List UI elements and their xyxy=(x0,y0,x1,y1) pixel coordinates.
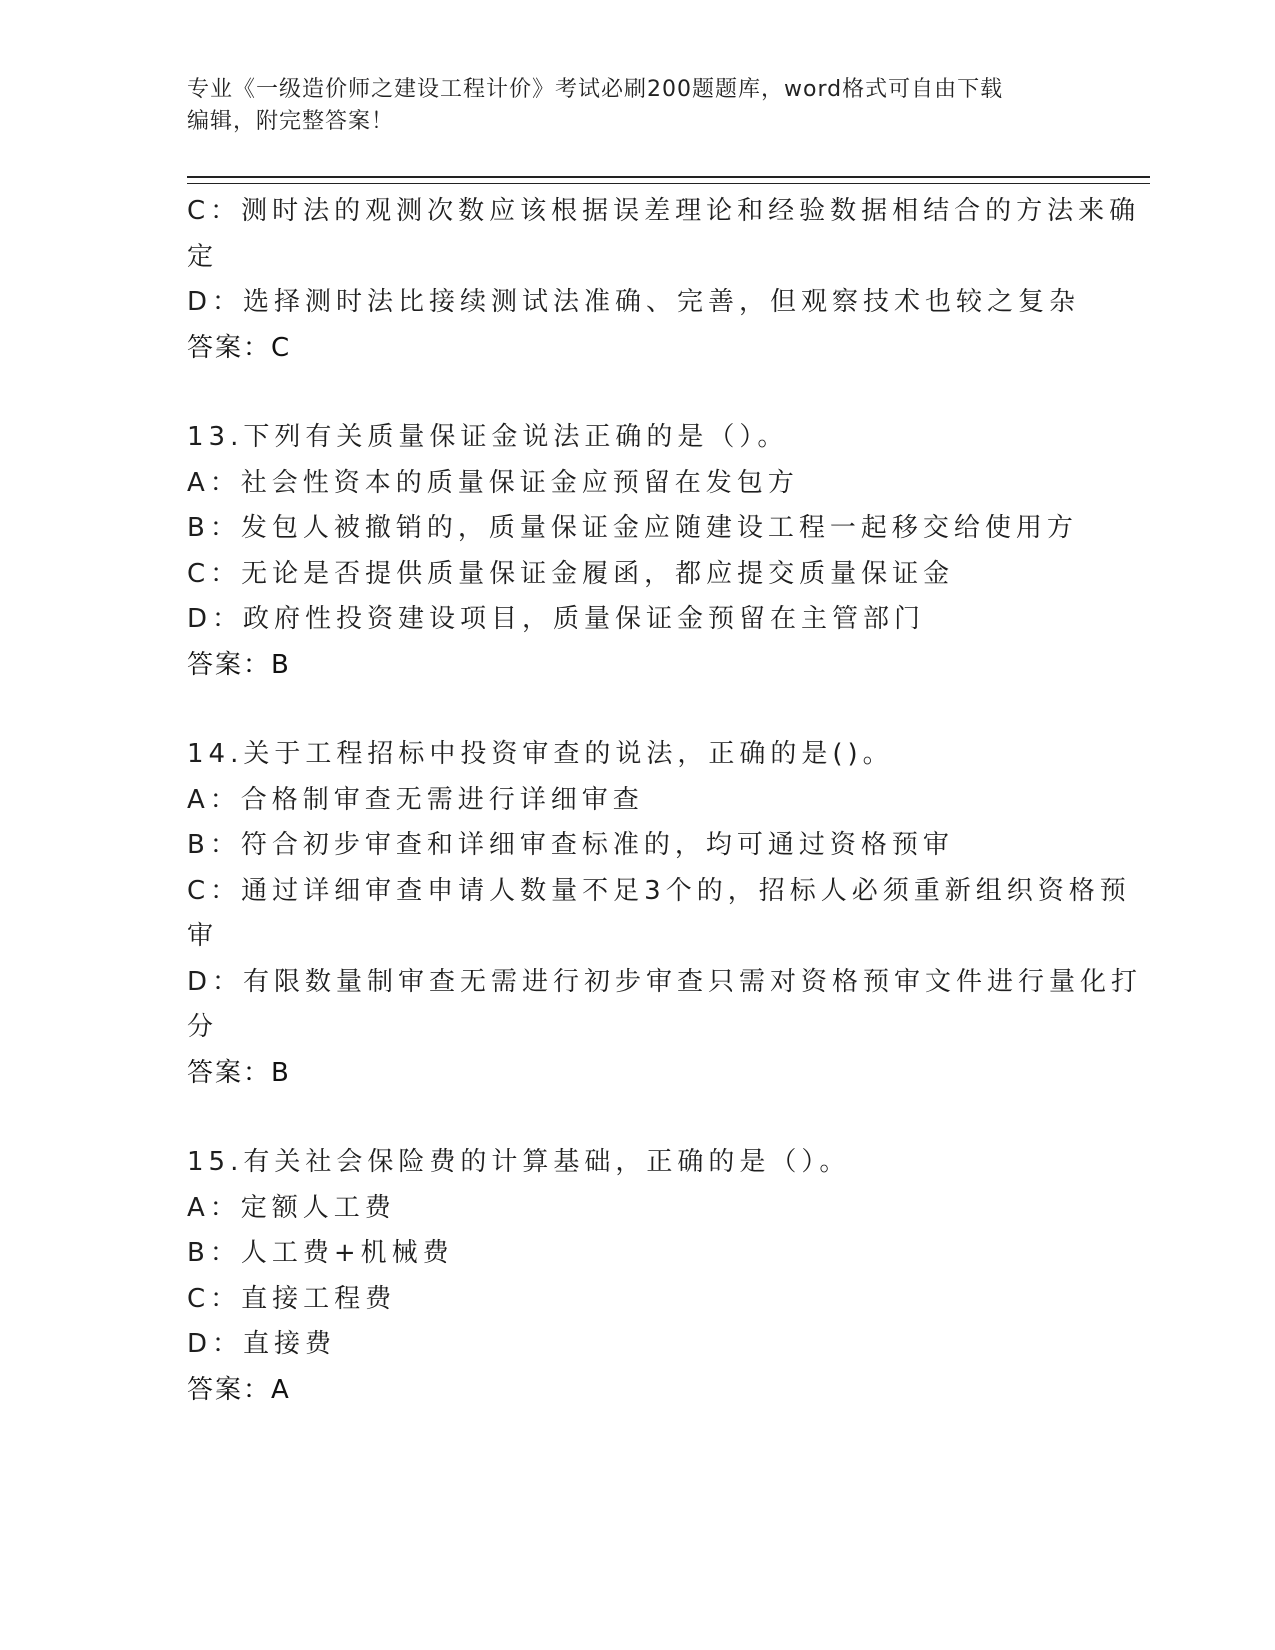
option-d-line-1: D：有限数量制审查无需进行初步审查只需对资格预审文件进行量化打 xyxy=(187,966,1143,997)
option-b: B：人工费+机械费 xyxy=(187,1238,454,1268)
option-c-line-2: 定 xyxy=(187,241,219,272)
answer: 答案：A xyxy=(187,1374,291,1405)
header-line-2: 编辑，附完整答案！ xyxy=(187,109,395,134)
option-d: D：政府性投资建设项目，质量保证金预留在主管部门 xyxy=(187,604,926,634)
option-c-line-2: 审 xyxy=(187,921,219,951)
question-14 xyxy=(187,732,1143,1096)
option-a: A：定额人工费 xyxy=(187,1192,396,1223)
option-b: B：发包人被撤销的，质量保证金应随建设工程一起移交给使用方 xyxy=(187,513,1078,543)
answer: 答案：C xyxy=(187,332,292,363)
question-stem: 15.有关社会保险费的计算基础，正确的是（）。 xyxy=(187,1147,851,1177)
question-content xyxy=(187,189,1143,1413)
question-12-continuation xyxy=(187,189,1141,371)
document-header xyxy=(187,74,1067,138)
answer: 答案：B xyxy=(187,1057,291,1088)
header-divider-thin xyxy=(187,183,1150,184)
answer: 答案：B xyxy=(187,649,291,680)
option-c: C：无论是否提供质量保证金履函，都应提交质量保证金 xyxy=(187,558,955,589)
header-divider-thick xyxy=(187,176,1150,178)
option-b: B：符合初步审查和详细审查标准的，均可通过资格预审 xyxy=(187,830,954,860)
question-13 xyxy=(187,415,1078,688)
question-stem: 13.下列有关质量保证金说法正确的是（）。 xyxy=(187,422,789,452)
spacer xyxy=(187,371,1067,415)
spacer xyxy=(187,1096,1067,1140)
option-d: D：直接费 xyxy=(187,1329,337,1359)
option-d-line-2: 分 xyxy=(187,1012,219,1042)
option-d: D：选择测时法比接续测试法准确、完善，但观察技术也较之复杂 xyxy=(187,287,1081,317)
option-c: C：直接工程费 xyxy=(187,1283,397,1314)
header-line-1: 专业《一级造价师之建设工程计价》考试必刷200题题库，word格式可自由下载 xyxy=(187,77,1004,102)
question-15 xyxy=(187,1140,1067,1413)
spacer xyxy=(187,688,1067,732)
option-a: A：合格制审查无需进行详细审查 xyxy=(187,784,644,815)
option-a: A：社会性资本的质量保证金应预留在发包方 xyxy=(187,467,799,498)
question-stem: 14.关于工程招标中投资审查的说法，正确的是()。 xyxy=(187,739,894,769)
option-c-line-1: C：测时法的观测次数应该根据误差理论和经验数据相结合的方法来确 xyxy=(187,196,1141,226)
option-c-line-1: C：通过详细审查申请人数量不足3个的，招标人必须重新组织资格预 xyxy=(187,875,1131,906)
